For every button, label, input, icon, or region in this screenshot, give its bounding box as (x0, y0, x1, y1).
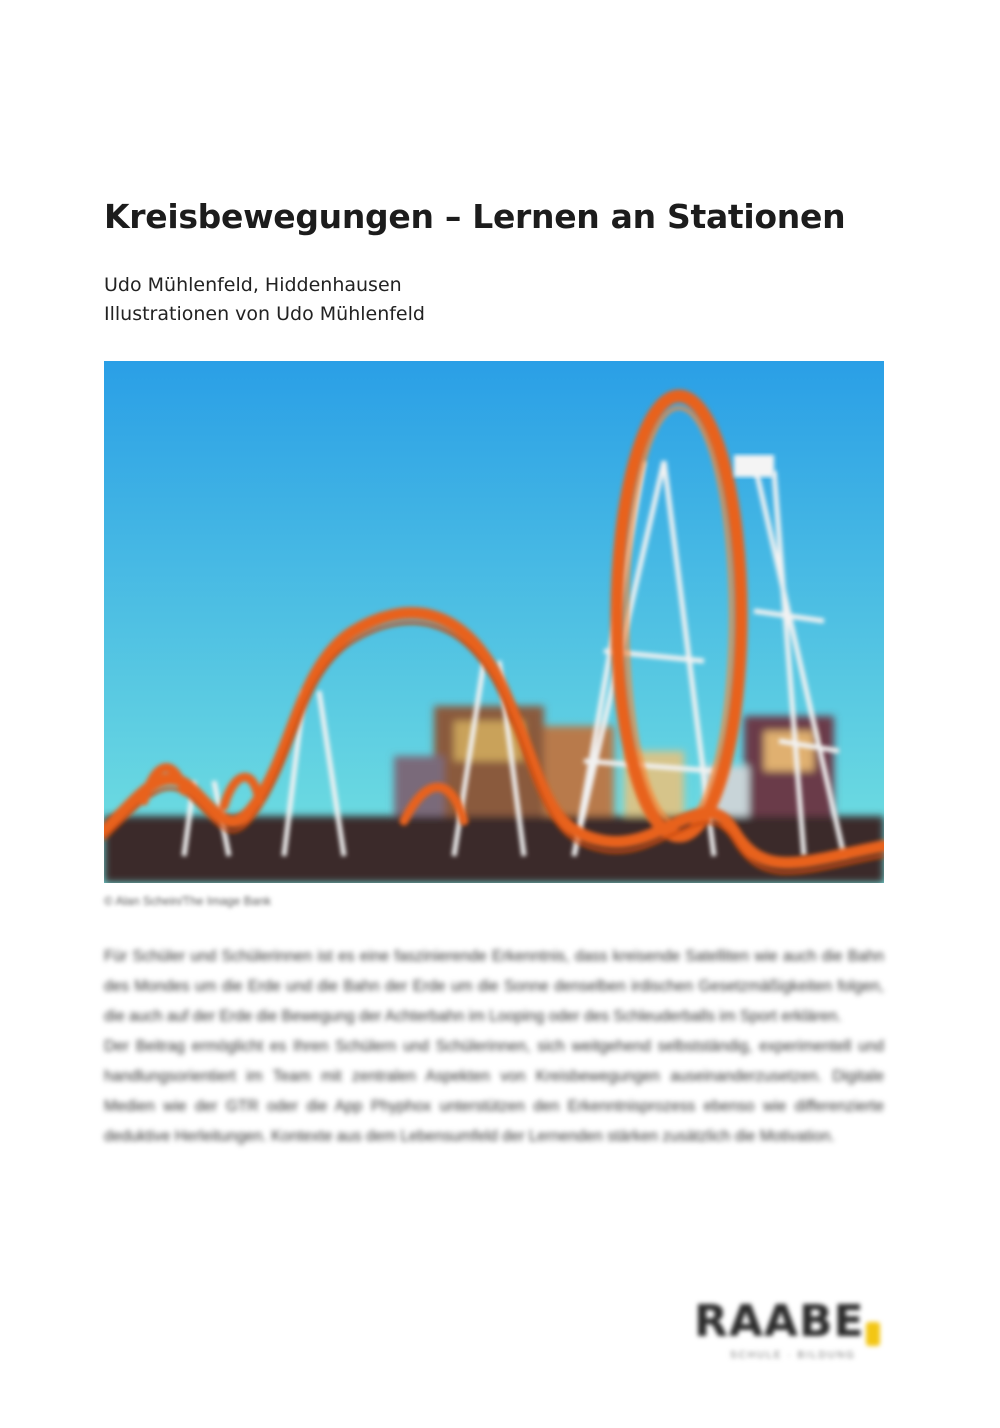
abstract-paragraph: Der Beitrag ermöglicht es Ihren Schülern und Schülerinnen, sich weitgehend selbstständig, experimentell und handlungsorientiert im Team mit zentralen Aspekten von Kreisbewegungen auseinanderzusetzen. Digitale Medien wie der GTR oder die App Phyphox unterstützen den Erkenntnisprozess ebenso wie differenzierte deduktive Herleitungen. Kontexte aus dem Lebensumfeld der Lernenden stärken zusätzlich die Motivation. (104, 1038, 884, 1145)
abstract-paragraph: Für Schüler und Schülerinnen ist es eine faszinierende Erkenntnis, dass kreisende Satelliten wie auch die Bahn des Mondes um die Erde und die Bahn der Erde um die Sonne denselben irdischen Gesetzmäßigkeiten folgen, die auch auf der Erde die Bewegung der Achterbahn im Looping oder des Schleuderballs im Sport erklären. (104, 948, 884, 1025)
logo-accent-mark (866, 1322, 880, 1346)
abstract-text (104, 942, 884, 1152)
publisher-logo (694, 1296, 894, 1366)
page-title: Kreisbewegungen – Lernen an Stationen (104, 197, 846, 236)
illustration-credit-line: Illustrationen von Udo Mühlenfeld (104, 303, 425, 325)
logo-tagline: SCHULE · BILDUNG (730, 1350, 856, 1361)
logo-wordmark: RAABE (694, 1296, 865, 1347)
image-credit: © Alan Schein/The Image Bank (104, 894, 271, 908)
author-line: Udo Mühlenfeld, Hiddenhausen (104, 274, 402, 296)
cover-photo-roller-coaster (104, 361, 884, 883)
